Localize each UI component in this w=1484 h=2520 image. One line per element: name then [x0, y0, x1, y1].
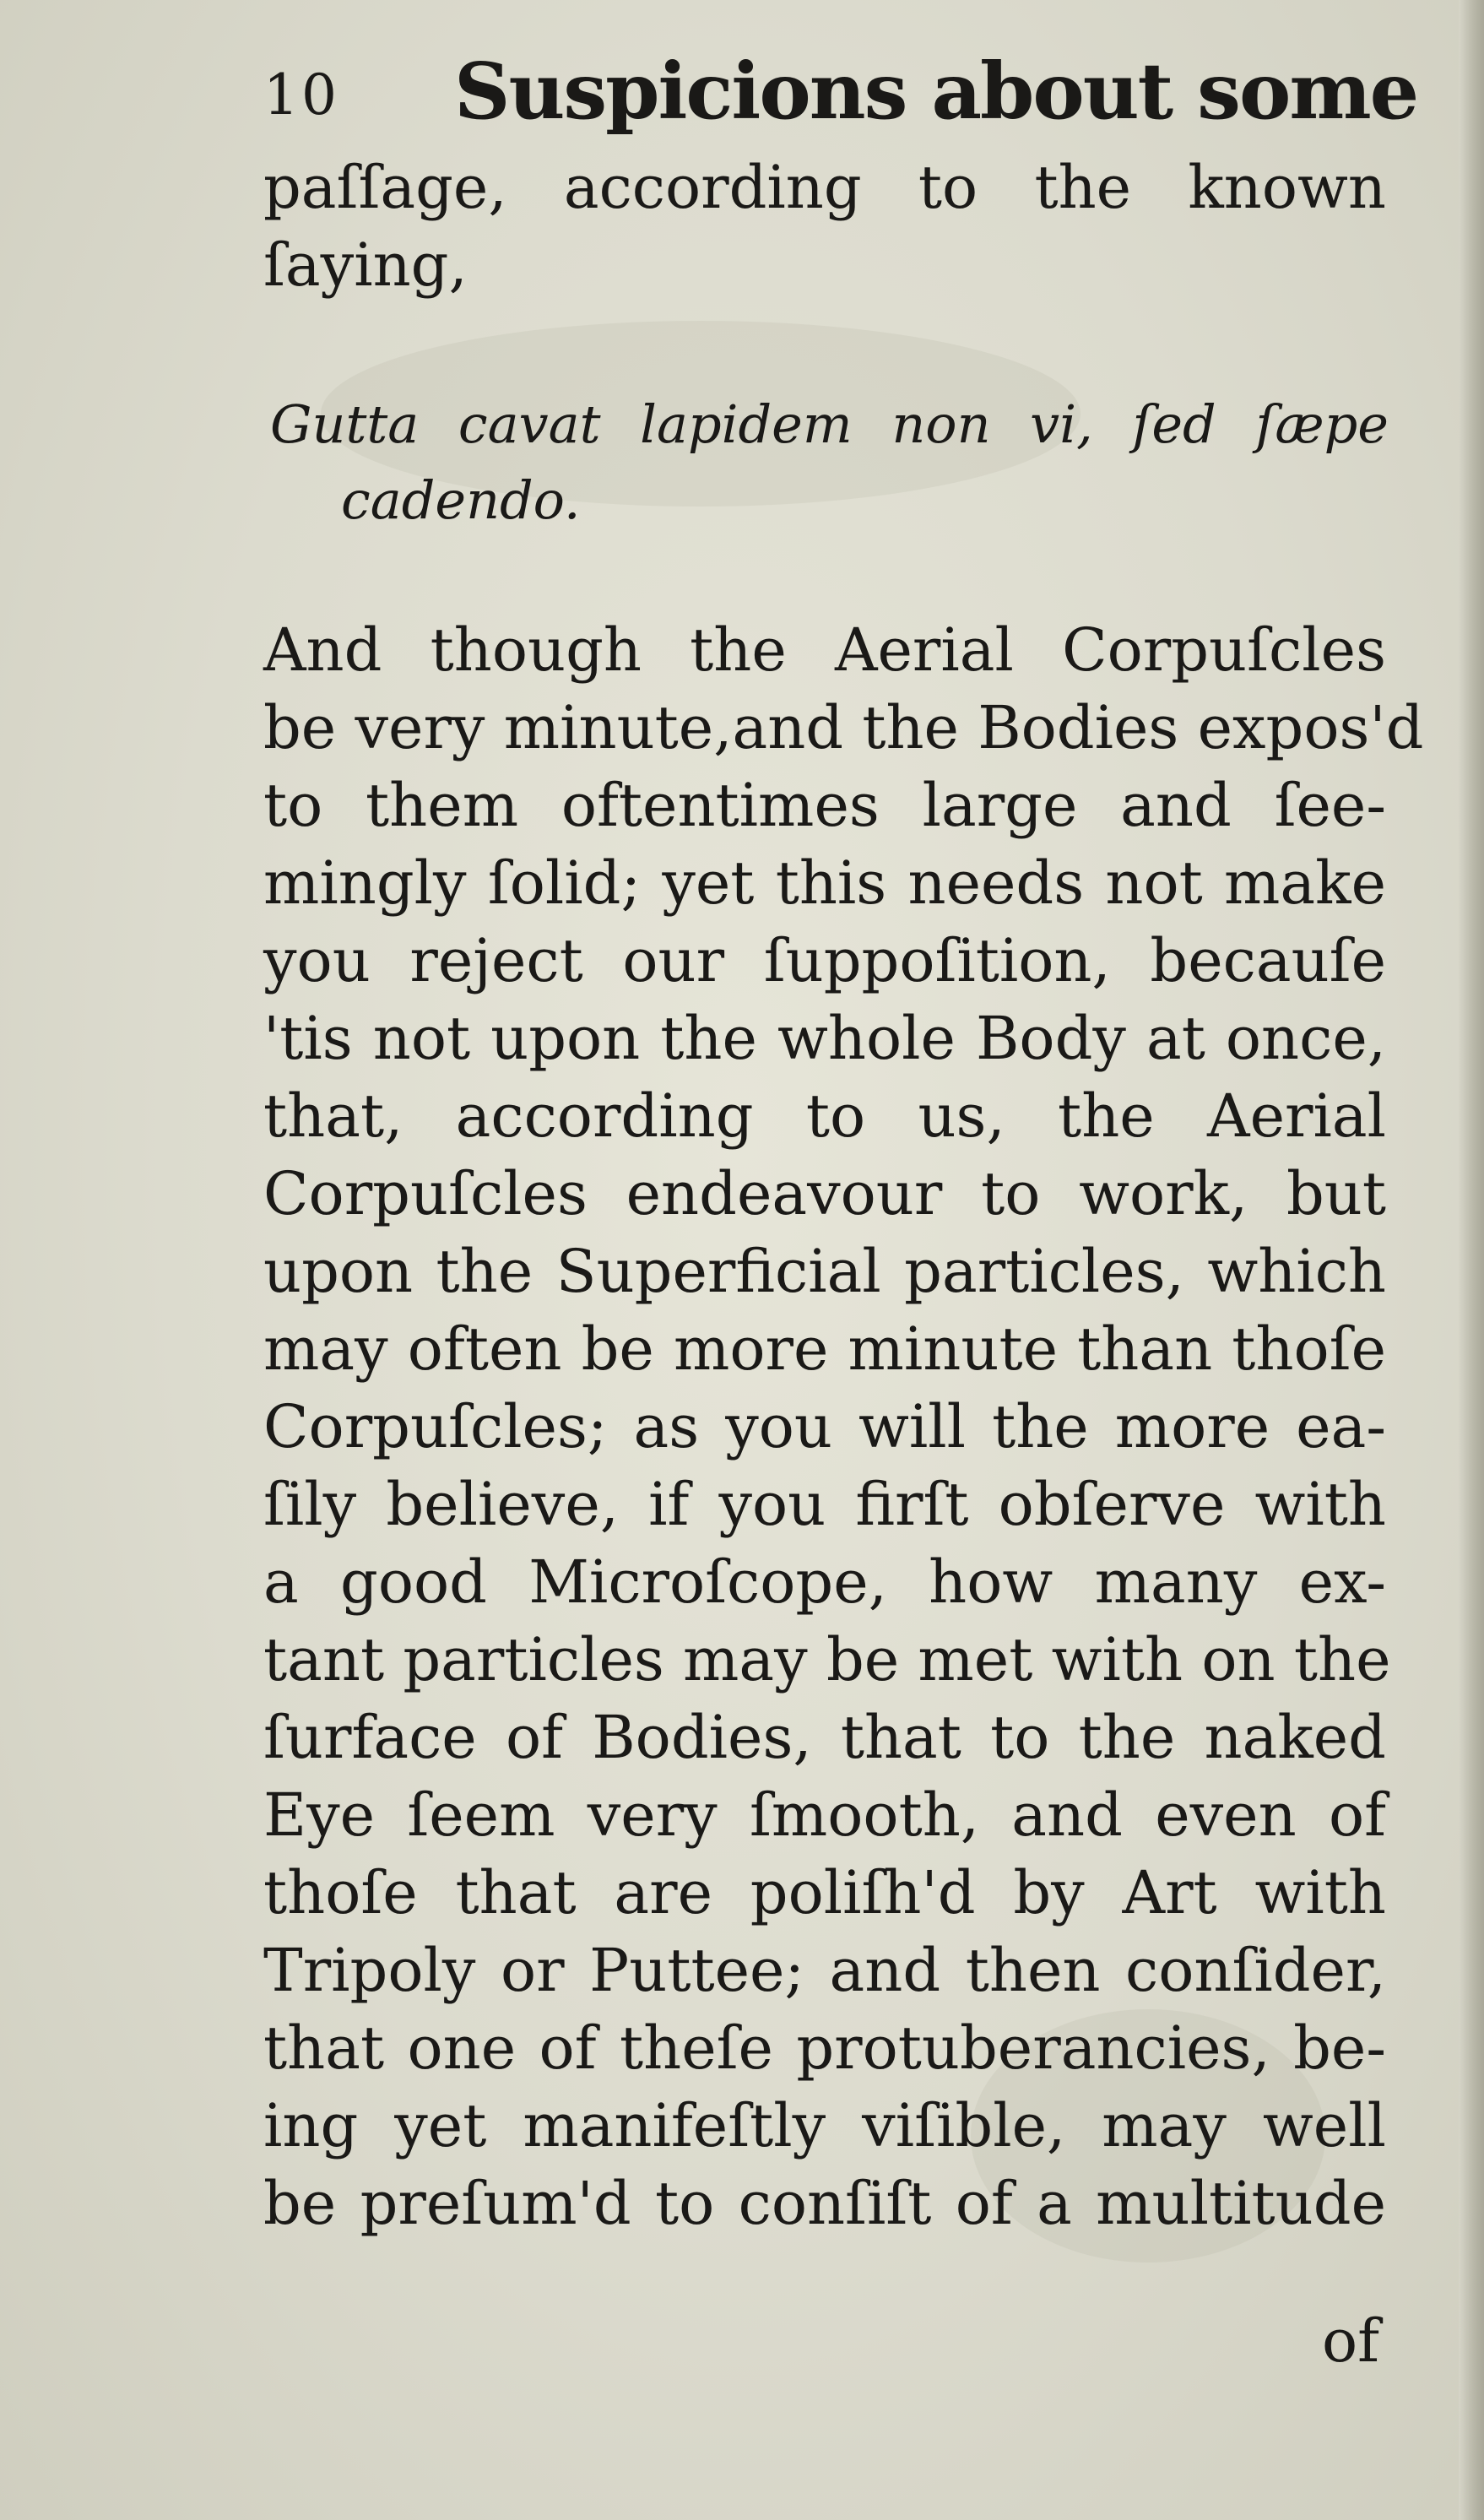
- text-line: Eye ſeem very ſmooth, and even of: [263, 1780, 1386, 1850]
- text-line: be very minute,and the Bodies expos'd: [263, 693, 1424, 762]
- text-line: Corpuſcles endeavour to work, but: [263, 1159, 1386, 1228]
- text-line: Tripoly or Puttee; and then conſider,: [263, 1936, 1386, 2005]
- text-line: ſaying,: [263, 230, 468, 300]
- text-line: 'tis not upon the whole Body at once,: [263, 1004, 1386, 1073]
- text-line: a good Microſcope, how many ex-: [263, 1547, 1386, 1617]
- text-line: tant particles may be met with on the: [263, 1625, 1391, 1694]
- page-edge: [1459, 0, 1484, 2520]
- latin-quotation: [270, 387, 1393, 539]
- catchword: of: [1322, 2306, 1380, 2376]
- text-line: mingly ſolid; yet this needs not make: [263, 848, 1386, 918]
- text-line: And though the Aerial Corpuſcles: [263, 615, 1386, 685]
- text-line: paſſage, according to the known: [263, 153, 1386, 222]
- text-line: you reject our ſuppoſition, becauſe: [263, 926, 1386, 995]
- text-line: Corpuſcles; as you will the more ea-: [263, 1392, 1386, 1461]
- text-line: ing yet manifeſtly viſible, may well: [263, 2091, 1386, 2160]
- quote-line: cadendo.: [341, 469, 581, 531]
- text-line: to them oftentimes large and ſee-: [263, 771, 1386, 840]
- text-line: ſily believe, if you firſt obſerve with: [263, 1470, 1386, 1539]
- quote-line: Gutta cavat lapidem non vi, ſed ſæpe: [270, 393, 1389, 455]
- text-line: thoſe that are poliſh'd by Art with: [263, 1858, 1386, 1927]
- body-paragraph: [263, 611, 1424, 2242]
- page-number: 10: [263, 62, 339, 127]
- running-title: Suspicions about some: [454, 46, 1418, 137]
- text-line: that, according to us, the Aerial: [263, 1081, 1386, 1151]
- text-line: that one of theſe protuberancies, be-: [263, 2013, 1386, 2083]
- text-line: be preſum'd to conſiſt of a multitude: [263, 2169, 1386, 2238]
- text-line: ſurface of Bodies, that to the naked: [263, 1703, 1386, 1772]
- intro-paragraph: [263, 149, 1386, 304]
- text-line: may often be more minute than thoſe: [263, 1314, 1386, 1384]
- text-line: upon the Superficial particles, which: [263, 1237, 1386, 1306]
